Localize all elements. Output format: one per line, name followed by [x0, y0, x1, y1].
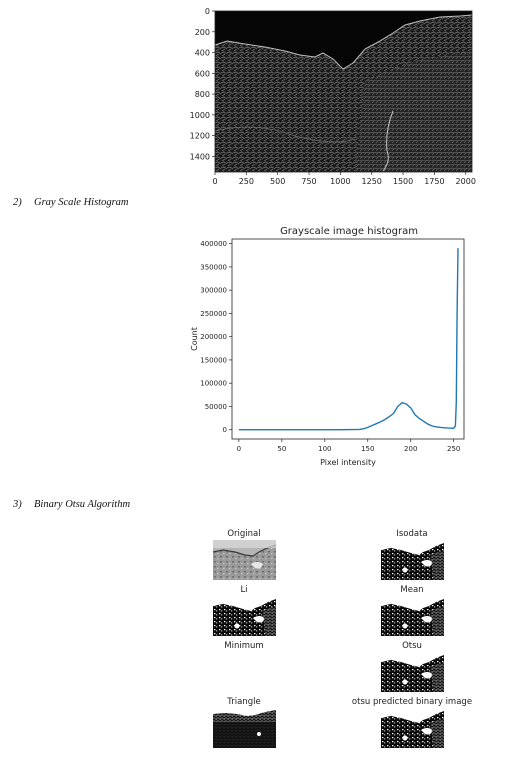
- x-tick-label: 200: [404, 445, 418, 453]
- edge-y-tick-label: 600: [194, 69, 210, 79]
- y-tick-label: 50000: [204, 402, 227, 411]
- edge-x-tick-label: 1500: [392, 177, 414, 186]
- panel-title-minimum: Minimum: [224, 641, 264, 651]
- edge-y-tick-label: 0: [204, 7, 210, 16]
- panel-title-original: Original: [227, 529, 261, 539]
- edge-x-tick-label: 2000: [455, 177, 476, 186]
- li-image: [213, 596, 276, 636]
- chart-title: Grayscale image histogram: [280, 226, 418, 237]
- y-tick-label: 350000: [200, 263, 227, 272]
- predicted-image: [381, 708, 444, 748]
- y-axis-label: Count: [190, 327, 199, 351]
- x-tick-label: 50: [277, 445, 287, 453]
- edge-y-tick-label: 200: [194, 27, 210, 37]
- y-tick-label: 100000: [200, 379, 227, 388]
- y-tick-label: 400000: [200, 240, 227, 249]
- panel-title-li: Li: [240, 585, 248, 595]
- edge-y-tick-label: 800: [194, 90, 210, 100]
- original-image: [213, 540, 276, 580]
- x-tick-label: 150: [361, 445, 375, 453]
- panel-title-predicted: otsu predicted binary image: [351, 697, 473, 707]
- triangle-image: [213, 708, 276, 748]
- x-tick-label: 100: [318, 445, 332, 453]
- edge-x-tick-label: 1000: [330, 177, 351, 186]
- otsu-image: [381, 652, 444, 692]
- edge-x-tick-label: 0: [212, 177, 218, 186]
- section-title: Gray Scale Histogram: [34, 197, 129, 208]
- section-number: 2): [13, 197, 22, 208]
- panel-title-triangle: Triangle: [227, 697, 261, 707]
- mean-image: [381, 596, 444, 636]
- edge-y-tick-label: 1000: [189, 110, 210, 120]
- x-axis-label: Pixel intensity: [320, 458, 376, 467]
- edge-y-tick-label: 1400: [189, 152, 210, 162]
- edge-x-tick-label: 750: [301, 177, 317, 186]
- y-tick-label: 250000: [200, 309, 227, 318]
- edge-x-tick-label: 250: [238, 177, 254, 186]
- panel-title-otsu: Otsu: [402, 641, 422, 651]
- section-title: Binary Otsu Algorithm: [34, 499, 131, 510]
- edge-x-tick-label: 1250: [361, 177, 382, 186]
- panel-title-mean: Mean: [400, 585, 424, 595]
- panel-title-isodata: Isodata: [396, 529, 428, 539]
- section-number: 3): [13, 499, 22, 510]
- y-tick-label: 0: [222, 426, 227, 435]
- y-tick-label: 300000: [200, 286, 227, 295]
- y-tick-label: 150000: [200, 356, 227, 365]
- edge-x-tick-label: 1750: [424, 177, 445, 186]
- y-tick-label: 200000: [200, 333, 227, 342]
- x-tick-label: 250: [447, 445, 461, 453]
- edge-y-tick-label: 400: [194, 48, 210, 58]
- x-tick-label: 0: [236, 445, 242, 453]
- edge-x-tick-label: 500: [270, 177, 286, 186]
- edge-y-tick-label: 1200: [189, 131, 210, 141]
- isodata-image: [381, 540, 444, 580]
